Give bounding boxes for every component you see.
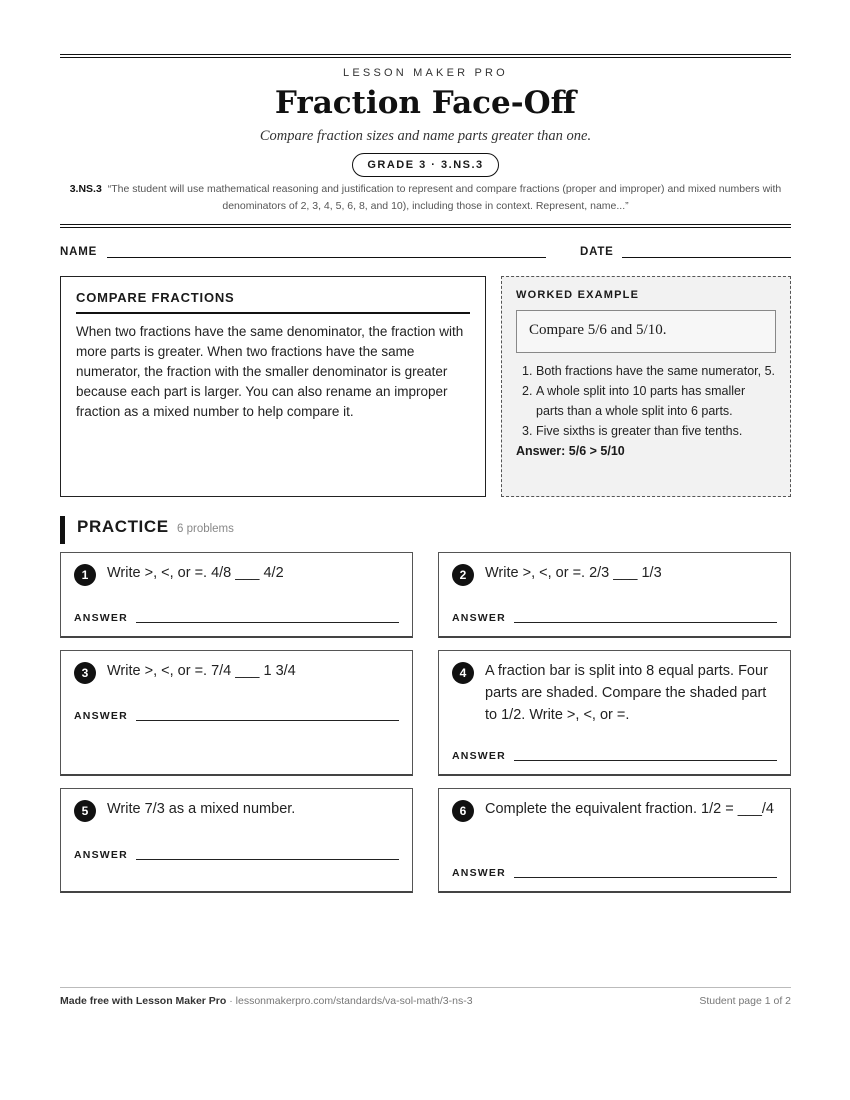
answer-field[interactable]: [514, 622, 777, 623]
problem-card-5: [60, 788, 413, 893]
answer-field[interactable]: [136, 622, 399, 623]
answer-label: ANSWER: [452, 612, 506, 624]
date-field[interactable]: [622, 257, 791, 258]
worked-example-steps: [516, 361, 776, 441]
concept-box: [60, 276, 486, 497]
answer-field[interactable]: [514, 760, 777, 761]
worked-example-heading: WORKED EXAMPLE: [516, 289, 640, 301]
example-step: 2. A whole split into 10 parts has smaller parts than a whole split into 6 parts.: [522, 384, 746, 418]
problem-number-badge: 5: [74, 800, 96, 822]
practice-count: 6 problems: [177, 523, 234, 535]
problem-card-6: [438, 788, 791, 893]
problem-card-2: [438, 552, 791, 638]
footer-url[interactable]: · lessonmakerpro.com/standards/va-sol-math/3-ns-3: [226, 995, 473, 1007]
name-label: NAME: [60, 246, 98, 258]
problem-number-badge: 1: [74, 564, 96, 586]
worksheet-subtitle: Compare fraction sizes and name parts greater than one.: [259, 128, 592, 144]
footer-credit: [60, 995, 473, 1007]
problem-card-1: [60, 552, 413, 638]
problem-number-badge: 3: [74, 662, 96, 684]
problem-question: Write >, <, or =. 4/8 ___ 4/2: [107, 565, 284, 581]
footer-page-number: Student page 1 of 2: [699, 995, 791, 1007]
worked-example-answer: Answer: 5/6 > 5/10: [516, 444, 625, 458]
answer-label: ANSWER: [74, 710, 128, 722]
date-label: DATE: [580, 246, 614, 258]
standard-statement: [60, 181, 791, 215]
answer-field[interactable]: [514, 877, 777, 878]
answer-label: ANSWER: [74, 849, 128, 861]
worksheet-title: Fraction Face-Off: [274, 85, 577, 121]
problem-question: Write >, <, or =. 2/3 ___ 1/3: [485, 565, 662, 581]
example-step: 3. Five sixths is greater than five tenths.: [522, 424, 743, 438]
practice-accent-bar: [60, 516, 65, 544]
worked-example-box: [501, 276, 791, 497]
standard-text: “The student will use mathematical reasoning and justification to represent and compare fractions (proper and improper) and mixed numbers with denominators of 2, 3, 4, 5, 6, 8, and 10), including those in context. Represent, name...”: [107, 183, 782, 212]
header-top-rule: [60, 54, 791, 55]
example-step: 1. Both fractions have the same numerator, 5.: [522, 364, 776, 378]
problem-card-4: [438, 650, 791, 776]
concept-body: When two fractions have the same denominator, the fraction with more parts is greater. When two fractions have the same numerator, the fraction with the smaller denominator is greater because each part is larger. You can also rename an improper fraction as a mixed number to help compare it.: [76, 324, 464, 419]
answer-label: ANSWER: [452, 750, 506, 762]
brand-name: LESSON MAKER PRO: [343, 67, 508, 79]
answer-label: ANSWER: [452, 867, 506, 879]
footer-brand: Made free with Lesson Maker Pro: [60, 995, 227, 1007]
grade-badge: GRADE 3 · 3.NS.3: [352, 153, 498, 177]
problem-card-3: [60, 650, 413, 776]
problem-question: A fraction bar is split into 8 equal parts. Four parts are shaded. Compare the shaded part to 1/2. Write >, <, or =.: [485, 663, 768, 723]
problem-number-badge: 2: [452, 564, 474, 586]
answer-field[interactable]: [136, 859, 399, 860]
answer-field[interactable]: [136, 720, 399, 721]
concept-heading: COMPARE FRACTIONS: [76, 290, 470, 314]
worksheet-page: [60, 0, 791, 1100]
problem-number-badge: 4: [452, 662, 474, 684]
worked-example-prompt: Compare 5/6 and 5/10.: [516, 310, 776, 353]
problem-question: Complete the equivalent fraction. 1/2 = ___/4: [485, 801, 774, 817]
practice-heading: PRACTICE: [77, 517, 169, 536]
problem-question: Write 7/3 as a mixed number.: [107, 801, 296, 817]
problem-question: Write >, <, or =. 7/4 ___ 1 3/4: [107, 663, 296, 679]
name-field[interactable]: [107, 257, 546, 258]
footer-rule: [60, 987, 791, 988]
standard-code: 3.NS.3: [69, 183, 102, 195]
header-bottom-rule: [60, 224, 791, 225]
answer-label: ANSWER: [74, 612, 128, 624]
problem-number-badge: 6: [452, 800, 474, 822]
